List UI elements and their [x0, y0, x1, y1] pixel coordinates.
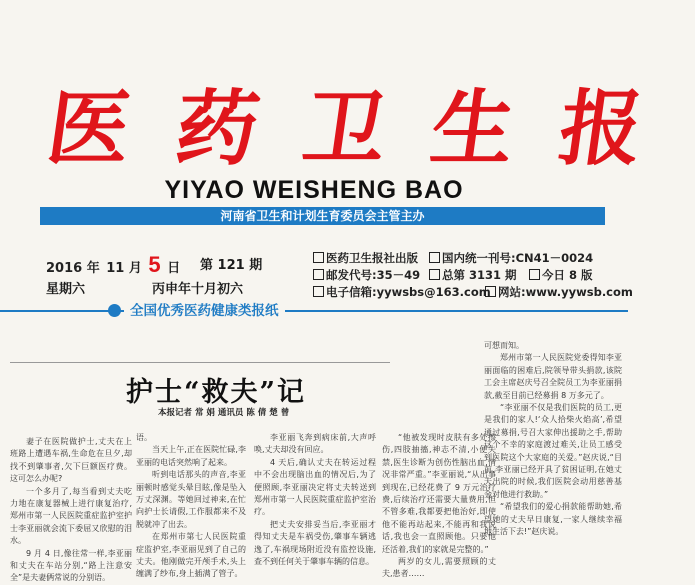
divider	[0, 310, 628, 312]
paragraph: 一个多月了,每当看到丈夫吃力地在康复器械上进行康复治疗,郑州市第一人民医院重症监护室护士李亚丽就会流下委屈又欣慰的泪水。	[10, 486, 132, 546]
slogan-row	[0, 300, 628, 322]
article-byline: 本报记者 常 娟 通讯员 陈 倩 楚 曾	[158, 408, 290, 418]
paragraph: 在郑州市第七人民医院重症监护室,李亚丽见到了自己的丈夫。他刚做完开颅手术,头上缠满了纱布,身上插满了管子。	[136, 532, 246, 579]
month: 11 月	[106, 261, 142, 276]
postal-code: 邮发代号:35－49	[326, 268, 421, 282]
paragraph: “希望我们的爱心捐款能帮助她,希望她的丈夫早日康复,一家人继续幸福地生活下去!”赵庆说。	[484, 502, 622, 537]
checkbox-icon	[313, 252, 324, 263]
article-column-4	[382, 432, 496, 579]
checkbox-icon	[429, 252, 440, 263]
checkbox-icon	[485, 286, 496, 297]
weekday: 星期六	[46, 282, 86, 297]
checkbox-icon	[313, 269, 324, 280]
paragraph: 语。	[136, 433, 152, 442]
checkbox-icon	[313, 286, 324, 297]
newspaper-title: 医药卫生报	[41, 81, 695, 177]
publisher-row	[313, 250, 623, 267]
total-issue: 总第 3131 期	[442, 268, 517, 282]
year: 2016 年	[46, 261, 100, 276]
publisher-name: 医药卫生报社出版	[326, 251, 418, 265]
publisher-row	[313, 267, 623, 284]
email: 电子信箱:yywsbs@163.com	[326, 285, 491, 299]
paragraph: 李亚丽飞奔到病床前,大声呼唤,丈夫却没有回应。	[254, 433, 376, 455]
issue-info	[0, 248, 633, 299]
article-title: 护士“救夫”记	[126, 377, 307, 408]
checkbox-icon	[429, 269, 440, 280]
paragraph: 郑州市第一人民医院党委得知李亚丽面临的困难后,院领导带头捐款,该院工会主席赵庆号召全院员工为李亚丽捐款,截至目前已经募捐 8 万多元了。	[484, 353, 622, 400]
publisher-row	[313, 284, 633, 301]
page-count: 今日 8 版	[542, 268, 593, 282]
bullet-icon	[108, 304, 121, 317]
article	[0, 340, 628, 583]
paragraph: 把丈夫安排妥当后,李亚丽才得知丈夫是车祸受伤,肇事车辆逃逸了,车祸现场附近没有监控设施,查不到任何关于肇事车辆的信息。	[254, 519, 376, 567]
article-column-5	[484, 340, 622, 576]
paragraph: “他被发现时皮肤有多处擦伤,四肢抽搐,神志不清,小便失禁,医生诊断为创伤性脑出血,情况非常严重。”李亚丽说,“从出事到现在,已经花费了 9 万元治疗费,后续治疗还需要大量费用,但不管多难,我都要把他治好,即使他不能再站起来,不能再和我说话,我也会一直照顾他。只要他还活着,我们的家就是完整的。”	[382, 433, 496, 554]
publisher-info	[313, 250, 633, 301]
day: 5	[148, 252, 161, 277]
paragraph: 妻子在医院做护士,丈夫在上班路上遭遇车祸,生命危在旦夕,却找不到肇事者,欠下巨额医疗费。这可怎么办呢?	[10, 437, 132, 484]
date-line	[46, 252, 182, 278]
day-suffix: 日	[167, 261, 181, 276]
newspaper-title-pinyin: YIYAO WEISHENG BAO	[164, 176, 464, 204]
paragraph: 当天上午,正在医院忙碌,李亚丽的电话突然响了起来。	[136, 445, 246, 467]
issn: 国内统一刊号:CN41－0024	[442, 251, 594, 265]
paragraph: “李亚丽不仅是我们医院的员工,更是我们的家人!‘众人拾柴火焰高’,希望通过募捐,号召大家伸出援助之手,帮助这个不幸的家庭渡过难关,让员工感受到医院这个大家庭的关爱。”赵庆说,“目前,李亚丽已经开具了贫困证明,在她丈夫出院的时候,我们医院会动用慈善基金对他进行救助。”	[484, 403, 622, 499]
paragraph: 可想而知。	[484, 341, 524, 350]
lunar-date: 丙申年十月初六	[152, 282, 244, 297]
slogan: 全国优秀医药健康类报纸	[124, 300, 285, 322]
issue-number: 第 121 期	[200, 258, 263, 273]
website: 网站:www.yywsb.com	[498, 285, 633, 299]
paragraph: 9 月 4 日,像往常一样,李亚丽和丈夫在车站分别,“路上注意安全”是夫妻俩常说的分别语。	[10, 548, 132, 583]
masthead	[0, 0, 695, 225]
checkbox-icon	[529, 269, 540, 280]
divider	[10, 362, 390, 363]
paragraph: 两岁的女儿,需要照顾的丈夫,患者……	[382, 557, 496, 579]
sponsor-bar: 河南省卫生和计划生育委员会主管主办	[40, 207, 605, 225]
paragraph: 4 天后,确认丈夫在转运过程中不会出现脑出血的情况后,为了便照顾,李亚丽决定将丈夫转送到郑州市第一人民医院重症监护室治疗。	[254, 457, 376, 517]
article-column-3	[254, 432, 376, 576]
article-column-2	[136, 432, 246, 579]
paragraph: 听到电话那头的声音,李亚丽顿时感觉头晕目眩,像是坠入万丈深渊。等她回过神来,在忙向护士长请假,工作服都来不及脱就冲了出去。	[136, 470, 246, 529]
article-column-1	[10, 436, 132, 583]
